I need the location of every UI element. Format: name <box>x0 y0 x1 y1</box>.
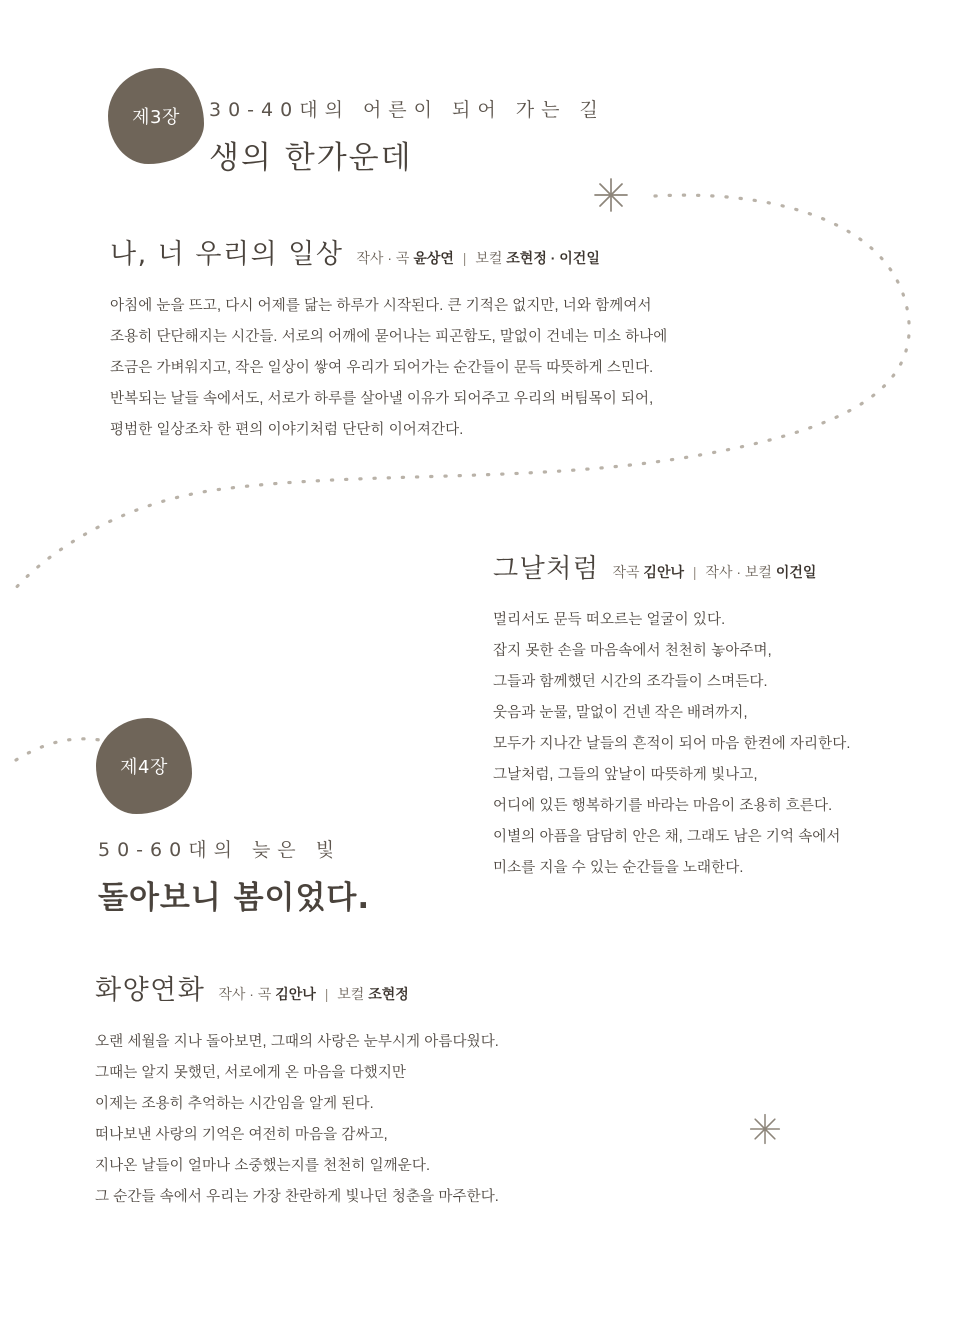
chapter-badge-3 <box>108 68 204 164</box>
lyric-line: 조금은 가벼워지고, 작은 일상이 쌓여 우리가 되어가는 순간들이 문득 따뜻하게 스민다. <box>110 360 654 376</box>
credit-name-1: 김안나 <box>275 986 316 1002</box>
credit-role-2: 보컬 <box>337 986 365 1002</box>
lyric-line: 그때는 알지 못했던, 서로에게 온 마음을 다했지만 <box>95 1065 407 1081</box>
credit-name-2: 이건일 <box>775 564 817 580</box>
credit-role-1: 작곡 <box>612 564 640 580</box>
credit-name-2: 조현정 · 이건일 <box>506 250 600 266</box>
lyric-line: 오랜 세월을 지나 돌아보면, 그때의 사랑은 눈부시게 아름다웠다. <box>95 1034 499 1050</box>
credit-name-1: 윤상연 <box>413 250 454 266</box>
lyric-line: 이별의 아픔을 담담히 안은 채, 그래도 남은 기억 속에서 <box>493 829 841 845</box>
song-block-ilsang <box>110 232 667 446</box>
song-credits <box>612 562 816 582</box>
credit-separator: | <box>324 986 329 1002</box>
credit-role-1: 작사 · 곡 <box>218 986 272 1002</box>
credit-name-1: 김안나 <box>643 564 684 580</box>
song-title: 화양연화 <box>95 975 206 1006</box>
song-block-geunalcheoreom <box>493 548 851 884</box>
lyric-line: 멀리서도 문득 떠오르는 얼굴이 있다. <box>493 612 726 628</box>
eight-point-star-icon-2 <box>748 1112 782 1146</box>
chapter-4-subtitle: 50-60대의 늦은 빛 <box>98 839 342 861</box>
lyric-line: 평범한 일상조차 한 편의 이야기처럼 단단히 이어져간다. <box>110 422 464 438</box>
eight-point-star-icon <box>592 176 630 214</box>
chapter-3-title: 생의 한가운데 <box>209 140 413 176</box>
song-lyrics <box>110 291 667 446</box>
lyric-line: 미소를 지을 수 있는 순간들을 노래한다. <box>493 860 744 876</box>
song-title-line <box>493 548 851 585</box>
lyric-line: 지나온 날들이 얼마나 소중했는지를 천천히 일깨운다. <box>95 1158 431 1174</box>
song-block-hwayangyeonhwa <box>95 968 499 1213</box>
credit-role-2: 작사 · 보컬 <box>705 564 772 580</box>
lyric-line: 아침에 눈을 뜨고, 다시 어제를 닮는 하루가 시작된다. 큰 기적은 없지만, 너와 함께여서 <box>110 298 652 314</box>
lyric-line: 어디에 있든 행복하기를 바라는 마음이 조용히 흐른다. <box>493 798 833 814</box>
chapter-heading-3 <box>209 95 605 177</box>
lyric-line: 그들과 함께했던 시간의 조각들이 스며든다. <box>493 674 768 690</box>
song-title-line <box>110 232 667 271</box>
lyric-line: 이제는 조용히 추억하는 시간임을 알게 된다. <box>95 1096 374 1112</box>
chapter-4-title: 돌아보니 봄이었다. <box>98 880 371 916</box>
lyric-line: 모두가 지나간 날들의 흔적이 되어 마음 한켠에 자리한다. <box>493 736 851 752</box>
song-title: 나, 너 우리의 일상 <box>110 239 344 270</box>
lyric-line: 반복되는 날들 속에서도, 서로가 하루를 살아낼 이유가 되어주고 우리의 버팀목이 되어, <box>110 391 654 407</box>
credit-role-2: 보컬 <box>475 250 503 266</box>
lyric-line: 잡지 못한 손을 마음속에서 천천히 놓아주며, <box>493 643 772 659</box>
lyric-line: 그 순간들 속에서 우리는 가장 찬란하게 빛나던 청춘을 마주한다. <box>95 1189 499 1205</box>
chapter-3-subtitle: 30-40대의 어른이 되어 가는 길 <box>209 99 605 121</box>
chapter-badge-3-label: 제3장 <box>132 107 180 128</box>
lyric-line: 그날처럼, 그들의 앞날이 따뜻하게 빛나고, <box>493 767 758 783</box>
song-title: 그날처럼 <box>493 554 600 584</box>
chapter-heading-4 <box>98 835 370 917</box>
credit-separator: | <box>692 564 697 580</box>
lyric-line: 떠나보낸 사랑의 기억은 여전히 마음을 감싸고, <box>95 1127 388 1143</box>
lyric-line: 웃음과 눈물, 말없이 건넨 작은 배려까지, <box>493 705 748 721</box>
song-lyrics <box>95 1027 499 1213</box>
lyric-line: 조용히 단단해지는 시간들. 서로의 어깨에 묻어나는 피곤함도, 말없이 건네는 미소 하나에 <box>110 329 668 345</box>
chapter-badge-4 <box>96 718 192 814</box>
song-credits <box>218 984 408 1004</box>
chapter-badge-4-label: 제4장 <box>120 757 168 778</box>
song-title-line <box>95 968 499 1007</box>
credit-name-2: 조현정 <box>368 986 409 1002</box>
credit-role-1: 작사 · 곡 <box>356 250 410 266</box>
song-lyrics <box>493 605 851 884</box>
song-credits <box>356 248 599 268</box>
credit-separator: | <box>462 250 467 266</box>
